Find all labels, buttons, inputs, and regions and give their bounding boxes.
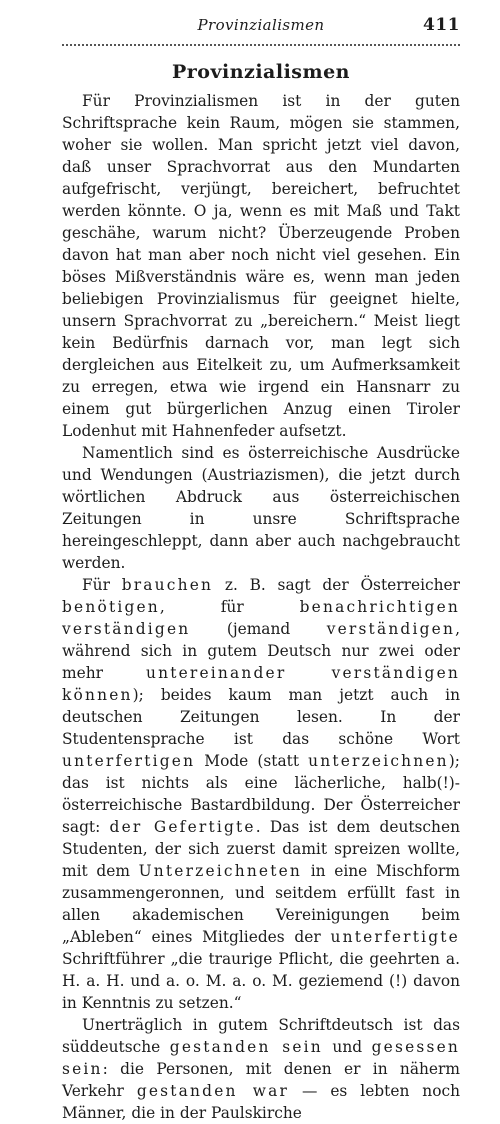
spaced-term: gestanden war xyxy=(136,1082,290,1100)
running-head-title: Provinzialismen xyxy=(197,16,325,34)
text-run: — es lebten noch Männer, die in der Paulskirche xyxy=(62,1082,461,1122)
spaced-term: unterfertigen xyxy=(62,752,196,770)
spaced-term: der Gefertigte xyxy=(109,818,256,836)
text-run: Für xyxy=(82,576,122,594)
text-run: ); das ist nichts als eine lächerliche, halb(!)-österreichische Bastardbildung. Der Österreicher sagt: xyxy=(62,752,460,836)
spaced-term: gesessen sein xyxy=(62,1038,460,1078)
text-run: , während sich in gutem Deutsch nur zwei oder mehr xyxy=(62,620,460,682)
spaced-term: untereinander verständigen können xyxy=(62,664,460,704)
text-run: . Das ist dem deutschen Studenten, der sich zuerst damit spreizen wollte, mit dem xyxy=(62,818,460,880)
text-run: Für Provinzialismen ist in der guten Schriftsprache kein Raum, mögen sie stammen, woher sie wollen. Man spricht jetzt viel davon, daß unser Sprachvorrat aus den Mundarten aufgefrischt, verjüngt, bereichert, befruchtet werden könnte. O ja, wenn es mit Maß und Takt geschähe, warum nicht? Überzeugende Proben davon hat man aber noch nicht viel gesehen. Ein böses Mißverständnis wäre es, wenn man jeden beliebigen Provinzialismus für geeignet hielte, unsern Sprachvorrat zu „bereichern.“ Meist liegt kein Bedürfnis darnach vor, man legt sich dergleichen aus Eitelkeit zu, um Aufmerksamkeit zu erregen, etwa wie irgend ein Hansnarr zu einem gut bürgerlichen Anzug einen Tiroler Lodenhut mit Hahnenfeder aufsetzt. xyxy=(62,92,460,440)
spaced-term: unterfertigte xyxy=(330,928,460,946)
spaced-term: benachrichtigen verständigen xyxy=(62,598,460,638)
page-number: 411 xyxy=(423,15,460,35)
paragraph xyxy=(62,574,460,1014)
text-run: in eine Mischform zusammengeronnen, und seitdem erfüllt fast in allen akademischen Vereinigungen beim „Ableben“ eines Mitgliedes der xyxy=(62,862,460,946)
paragraph xyxy=(62,1014,460,1124)
text-run: : die Personen, mit denen er in näherm Verkehr xyxy=(62,1060,460,1100)
text-run: z. B. sagt der Österreicher xyxy=(213,576,460,594)
spaced-term: verständigen xyxy=(326,620,456,638)
spaced-term: Unterzeichneten xyxy=(138,862,303,880)
text-run: Unerträglich in gutem Schriftdeutsch ist das süddeutsche xyxy=(62,1016,460,1056)
text-run: Schriftführer „die traurige Pflicht, die geehrten a. H. a. H. und a. o. M. a. o. M. geziemend (!) davon in Kenntnis zu setzen.“ xyxy=(62,950,460,1012)
spaced-term: gestanden sein xyxy=(169,1038,323,1056)
spaced-term: brauchen xyxy=(121,576,214,594)
text-run: , für xyxy=(159,598,300,616)
spaced-term: benötigen xyxy=(62,598,160,616)
text-run: Namentlich sind es österreichische Ausdrücke und Wendungen (Austriazismen), die jetzt durch wörtlichen Abdruck aus österreichischen Zeitungen in unsre Schriftsprache hereingeschleppt, dann aber auch nachgebraucht werden. xyxy=(62,444,460,572)
text-run: Mode (statt xyxy=(195,752,309,770)
section-heading: Provinzialismen xyxy=(172,61,350,83)
header-rule xyxy=(62,44,460,46)
text-run: (jemand xyxy=(190,620,327,638)
text-run: ); beides kaum man jetzt auch in deutschen Zeitungen lesen. In der Studentensprache ist das schöne Wort xyxy=(62,686,460,748)
paragraph xyxy=(62,442,460,574)
running-head xyxy=(62,14,460,38)
paragraph xyxy=(62,90,460,442)
spaced-term: unterzeichnen xyxy=(308,752,449,770)
text-run: und xyxy=(322,1038,372,1056)
body-text xyxy=(62,90,460,1124)
